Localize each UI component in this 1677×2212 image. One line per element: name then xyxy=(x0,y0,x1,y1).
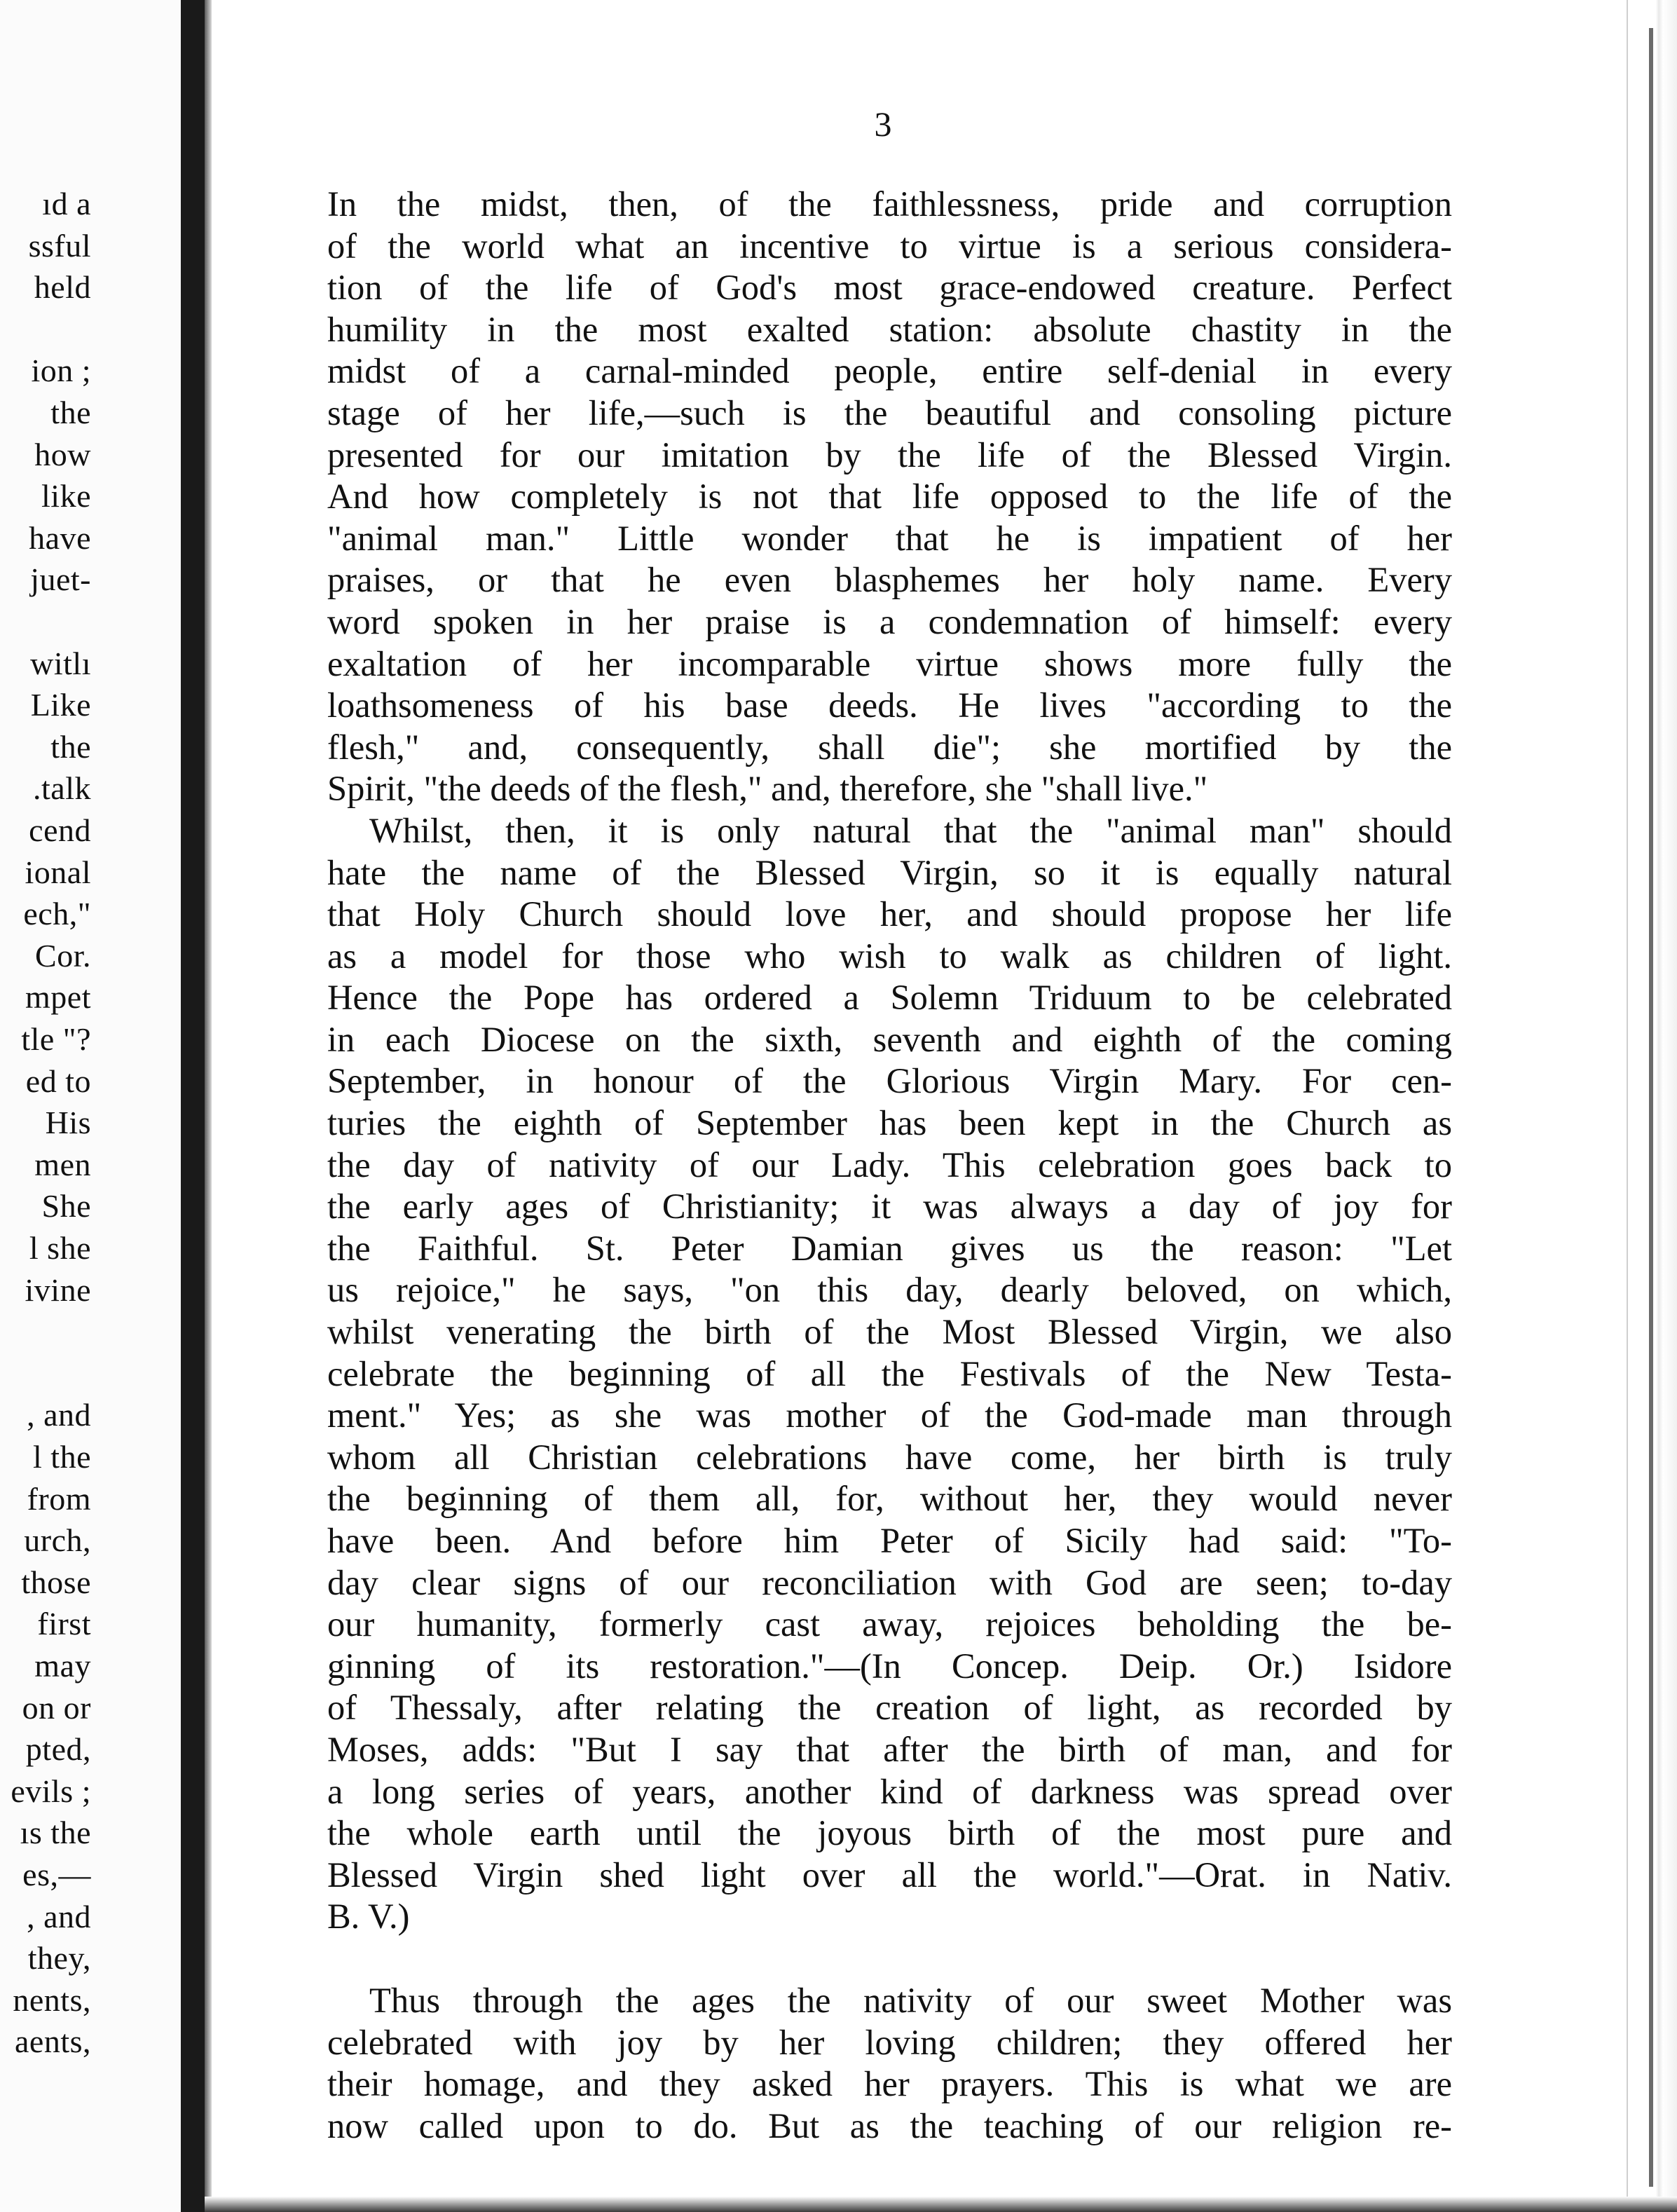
text-line: "animal man." Little wonder that he is impatient of her xyxy=(327,518,1452,558)
facing-page-line: His xyxy=(45,1105,91,1141)
facing-page-line: ssful xyxy=(28,227,91,264)
text-line: praises, or that he even blasphemes her holy name. Every xyxy=(327,560,1452,600)
text-line: And how completely is not that life opposed to the life of the xyxy=(327,477,1452,517)
facing-page-line: cend xyxy=(29,812,91,848)
facing-page-line: Cor. xyxy=(35,937,91,974)
text-line: the beginning of them all, for, without her, they would never xyxy=(327,1479,1452,1519)
facing-page-line: first xyxy=(37,1606,91,1642)
facing-page-line: the xyxy=(50,728,91,765)
text-line: September, in honour of the Glorious Virgin Mary. For cen- xyxy=(327,1061,1452,1101)
text-line: humility in the most exalted station: absolute chastity in the xyxy=(327,309,1452,349)
text-line: celebrate the beginning of all the Festivals of the New Testa- xyxy=(327,1353,1452,1393)
text-line: flesh," and, consequently, shall die"; she mortified by the xyxy=(327,727,1452,767)
text-line: day clear signs of our reconciliation with God are seen; to-day xyxy=(327,1562,1452,1602)
text-line: the whole earth until the joyous birth of the most pure and xyxy=(327,1813,1452,1853)
facing-page-line: pted, xyxy=(25,1731,91,1768)
text-line: loathsomeness of his base deeds. He lives "according to the xyxy=(327,685,1452,725)
facing-page-line: es,— xyxy=(22,1857,91,1892)
facing-page-line: tle "? xyxy=(21,1021,91,1057)
facing-page-line: from xyxy=(27,1480,91,1517)
facing-page-line: like xyxy=(41,478,91,514)
facing-page-line: She xyxy=(41,1188,91,1224)
text-line: ment." Yes; as she was mother of the God-made man through xyxy=(327,1395,1452,1435)
facing-page-line: urch, xyxy=(24,1522,91,1559)
text-line: have been. And before him Peter of Sicily had said: "To- xyxy=(327,1521,1452,1560)
facing-page-line: Like xyxy=(30,687,91,723)
text-line: of the world what an incentive to virtue is a serious considera- xyxy=(327,226,1452,266)
text-line: turies the eighth of September has been kept in the Church as xyxy=(327,1103,1452,1143)
facing-page-line: , and xyxy=(27,1898,91,1934)
text-line: a long series of years, another kind of darkness was spread over xyxy=(327,1771,1452,1811)
gutter-shadow xyxy=(205,0,212,2212)
facing-page-line: mpet xyxy=(25,979,91,1016)
text-line: presented for our imitation by the life of the Blessed Virgin. xyxy=(327,435,1452,475)
page-number: 3 xyxy=(874,104,892,144)
facing-page-line: how xyxy=(34,436,91,472)
text-line: us rejoice," he says, "on this day, dearly beloved, on which, xyxy=(327,1270,1452,1310)
text-line: whom all Christian celebrations have come, her birth is truly xyxy=(327,1437,1452,1477)
text-line: Blessed Virgin shed light over all the world."—Orat. in Nativ. xyxy=(327,1855,1452,1894)
facing-page-line: .talk xyxy=(33,770,91,807)
facing-page-line: have xyxy=(29,519,91,556)
text-line: celebrated with joy by her loving children; they offered her xyxy=(327,2022,1452,2062)
paragraph-gap xyxy=(327,1938,1452,1980)
text-line: ginning of its restoration."—(In Concep. Deip. Or.) Isidore xyxy=(327,1646,1452,1686)
text-line: our humanity, formerly cast away, rejoices beholding the be- xyxy=(327,1604,1452,1644)
text-line: the early ages of Christianity; it was always a day of joy for xyxy=(327,1187,1452,1227)
text-line: of Thessaly, after relating the creation of light, as recorded by xyxy=(327,1688,1452,1728)
facing-page-line: on or xyxy=(22,1689,91,1726)
text-line: tion of the life of God's most grace-endowed creature. Perfect xyxy=(327,268,1452,308)
facing-page-line: ed to xyxy=(25,1063,91,1099)
book-gutter xyxy=(181,0,205,2212)
paragraph xyxy=(327,810,1452,1938)
text-line: that Holy Church should love her, and should propose her life xyxy=(327,894,1452,934)
facing-page-line: they, xyxy=(27,1940,91,1977)
text-line: Hence the Pope has ordered a Solemn Triduum to be celebrated xyxy=(327,978,1452,1018)
text-line: their homage, and they asked her prayers. This is what we are xyxy=(327,2064,1452,2104)
facing-page-line: ivine xyxy=(25,1271,91,1308)
text-line: Spirit, "the deeds of the flesh," and, therefore, she "shall live." xyxy=(327,769,1208,809)
text-line: midst of a carnal-minded people, entire self-denial in every xyxy=(327,351,1452,391)
text-line: Moses, adds: "But I say that after the birth of man, and for xyxy=(327,1729,1452,1769)
facing-page-line: l she xyxy=(29,1230,91,1266)
text-line: Whilst, then, it is only natural that the "animal man" should xyxy=(369,810,1452,850)
page-edge-right xyxy=(1627,0,1677,2212)
facing-page-line: witlı xyxy=(30,645,91,681)
body-text xyxy=(327,184,1452,2147)
facing-page-line: juet- xyxy=(30,561,91,598)
paragraph xyxy=(327,184,1452,810)
facing-page-line: those xyxy=(21,1564,91,1600)
facing-page-line: ıd a xyxy=(42,186,91,221)
text-line: as a model for those who wish to walk as children of light. xyxy=(327,936,1452,976)
text-line: the day of nativity of our Lady. This celebration goes back to xyxy=(327,1145,1452,1184)
text-line: stage of her life,—such is the beautiful and consoling picture xyxy=(327,392,1452,432)
text-line: Thus through the ages the nativity of our sweet Mother was xyxy=(369,1980,1452,2020)
facing-page-line: ıs the xyxy=(20,1815,91,1851)
facing-page-line: held xyxy=(34,269,91,306)
text-line: B. V.) xyxy=(327,1897,410,1937)
facing-page-line: l the xyxy=(33,1439,91,1475)
text-line: whilst venerating the birth of the Most Blessed Virgin, we also xyxy=(327,1312,1452,1352)
facing-page-line: nents, xyxy=(13,1981,91,2018)
facing-page-line: , and xyxy=(27,1397,91,1433)
facing-page-line: may xyxy=(34,1648,91,1684)
text-line: the Faithful. St. Peter Damian gives us the reason: "Let xyxy=(327,1228,1452,1268)
facing-page-line: ion ; xyxy=(31,353,91,389)
page-edge-bottom xyxy=(205,2197,1677,2212)
facing-page-fragment xyxy=(0,0,181,2212)
text-line: word spoken in her praise is a condemnation of himself: every xyxy=(327,601,1452,641)
facing-page-line: ional xyxy=(25,854,91,890)
text-line: now called upon to do. But as the teaching of our religion re- xyxy=(327,2105,1452,2145)
facing-page-line: aents, xyxy=(14,2023,91,2060)
paragraph xyxy=(327,1980,1452,2147)
facing-page-line: the xyxy=(50,395,91,430)
text-line: In the midst, then, of the faithlessness, pride and corruption xyxy=(327,184,1452,224)
facing-page-line: men xyxy=(34,1146,91,1182)
text-line: hate the name of the Blessed Virgin, so it is equally natural xyxy=(327,852,1452,892)
text-line: exaltation of her incomparable virtue shows more fully the xyxy=(327,643,1452,683)
facing-page-line: evils ; xyxy=(11,1773,91,1809)
facing-page-line: ech," xyxy=(23,896,91,932)
text-line: in each Diocese on the sixth, seventh and eighth of the coming xyxy=(327,1019,1452,1059)
